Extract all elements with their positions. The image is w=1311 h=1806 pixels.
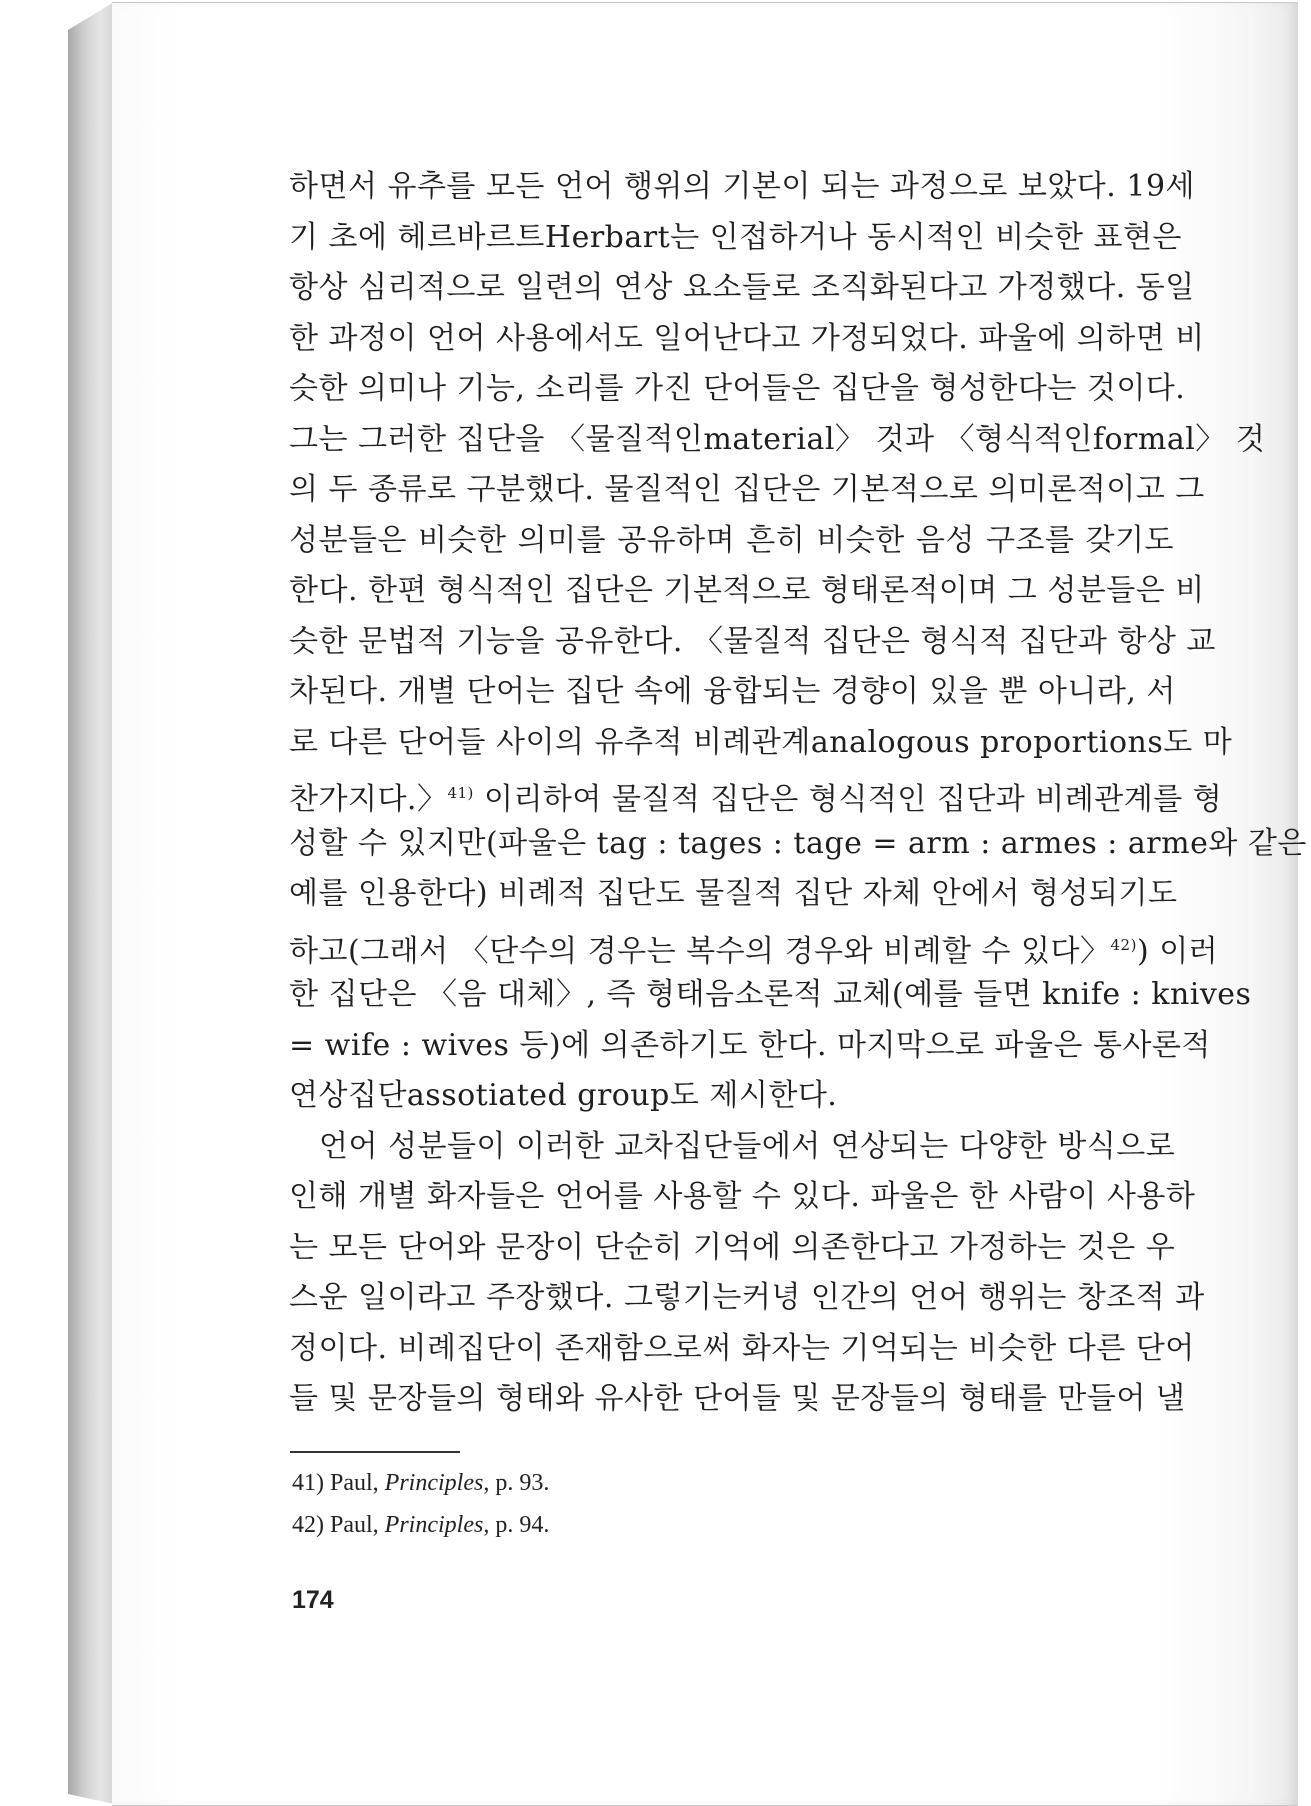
footnote-prefix: 42) Paul, [292,1512,385,1538]
footnote-suffix: , p. 93. [483,1470,550,1496]
book-spine [68,2,114,1804]
body-line: 스운 일이라고 주장했다. 그렇기는커녕 인간의 언어 행위는 창조적 과 [289,1280,1205,1315]
footnote-title: Principles [384,1470,484,1496]
body-line: 는 모든 단어와 문장이 단순히 기억에 의존한다고 가정하는 것은 우 [289,1229,1176,1265]
body-line: 슷한 문법적 기능을 공유한다. 〈물질적 집단은 형식적 집단과 항상 교 [289,623,1216,659]
line-text-after: ) 이러 [1136,933,1219,969]
line-text-before: 찬가지다.〉 [289,782,448,817]
body-line: 로 다른 단어들 사이의 유추적 비례관계analogous proportions도 마 [289,724,1233,760]
footnote-suffix: , p. 94. [483,1512,550,1538]
body-line: 인해 개별 화자들은 언어를 사용할 수 있다. 파울은 한 사람이 사용하 [289,1179,1196,1214]
body-line: 정이다. 비례집단이 존재함으로써 화자는 기억되는 비슷한 다른 단어 [289,1330,1195,1366]
footnote-41 [292,1462,549,1504]
body-line: 한 과정이 언어 사용에서도 일어난다고 가정되었다. 파울에 의하면 비 [289,320,1205,356]
body-line: 항상 심리적으로 일련의 연상 요소들로 조직화된다고 가정했다. 동일 [289,270,1195,305]
footnote-ref-42: 42) [1110,935,1137,954]
body-line: 차된다. 개별 단어는 집단 속에 융합되는 경향이 있을 뿐 아니라, 서 [289,674,1176,709]
line-text-after: 이리하여 물질적 집단은 형식적인 집단과 비례관계를 형 [473,782,1223,817]
paragraph-start-line: 언어 성분들이 이러한 교차집단들에서 연상되는 다양한 방식으로 [319,1128,1176,1164]
body-line: 성분들은 비슷한 의미를 공유하며 흔히 비슷한 음성 구조를 갖기도 [289,522,1174,558]
body-line: 한다. 한편 형식적인 집단은 기본적으로 형태론적이며 그 성분들은 비 [289,573,1205,608]
body-line: 기 초에 헤르바르트Herbart는 인접하거나 동시적인 비슷한 표현은 [289,219,1182,255]
line-text-before: 하고(그래서 〈단수의 경우는 복수의 경우와 비례할 수 있다〉 [289,933,1111,969]
main-text [289,162,1307,1425]
body-line: 들 및 문장들의 형태와 유사한 단어들 및 문장들의 형태를 만들어 낼 [289,1381,1186,1416]
page-number: 174 [292,1586,334,1614]
body-line: 성할 수 있지만(파울은 tag : tages : tage = arm : armes : arme와 같은 [289,825,1307,861]
footnote-divider [290,1451,460,1453]
footnote-title: Principles [384,1512,484,1538]
body-line: 한 집단은 〈음 대체〉, 즉 형태음소론적 교체(예를 들면 knife : knives [289,977,1252,1012]
body-line: 의 두 종류로 구분했다. 물질적인 집단은 기본적으로 의미론적이고 그 [289,472,1205,507]
footnote-42 [292,1504,549,1546]
footnote-ref-41: 41) [447,784,474,802]
body-line: 하면서 유추를 모든 언어 행위의 기본이 되는 과정으로 보았다. 19세 [289,169,1196,204]
footnote-prefix: 41) Paul, [292,1470,385,1496]
body-line: 예를 인용한다) 비례적 집단도 물질적 집단 자체 안에서 형성되기도 [289,876,1178,911]
footnotes [292,1462,549,1546]
body-line-footnote-42 [289,920,1219,971]
body-line: 슷한 의미나 기능, 소리를 가진 단어들은 집단을 형성한다는 것이다. [289,371,1186,406]
body-line: = wife : wives 등)에 의존하기도 한다. 마지막으로 파울은 통사론적 [289,1027,1211,1063]
body-line: 그는 그러한 집단을 〈물질적인material〉 것과 〈형식적인formal〉 것 [289,421,1266,457]
body-line-footnote-41 [289,768,1223,819]
paragraph-end-line: 연상집단assotiated group도 제시한다. [289,1078,838,1113]
